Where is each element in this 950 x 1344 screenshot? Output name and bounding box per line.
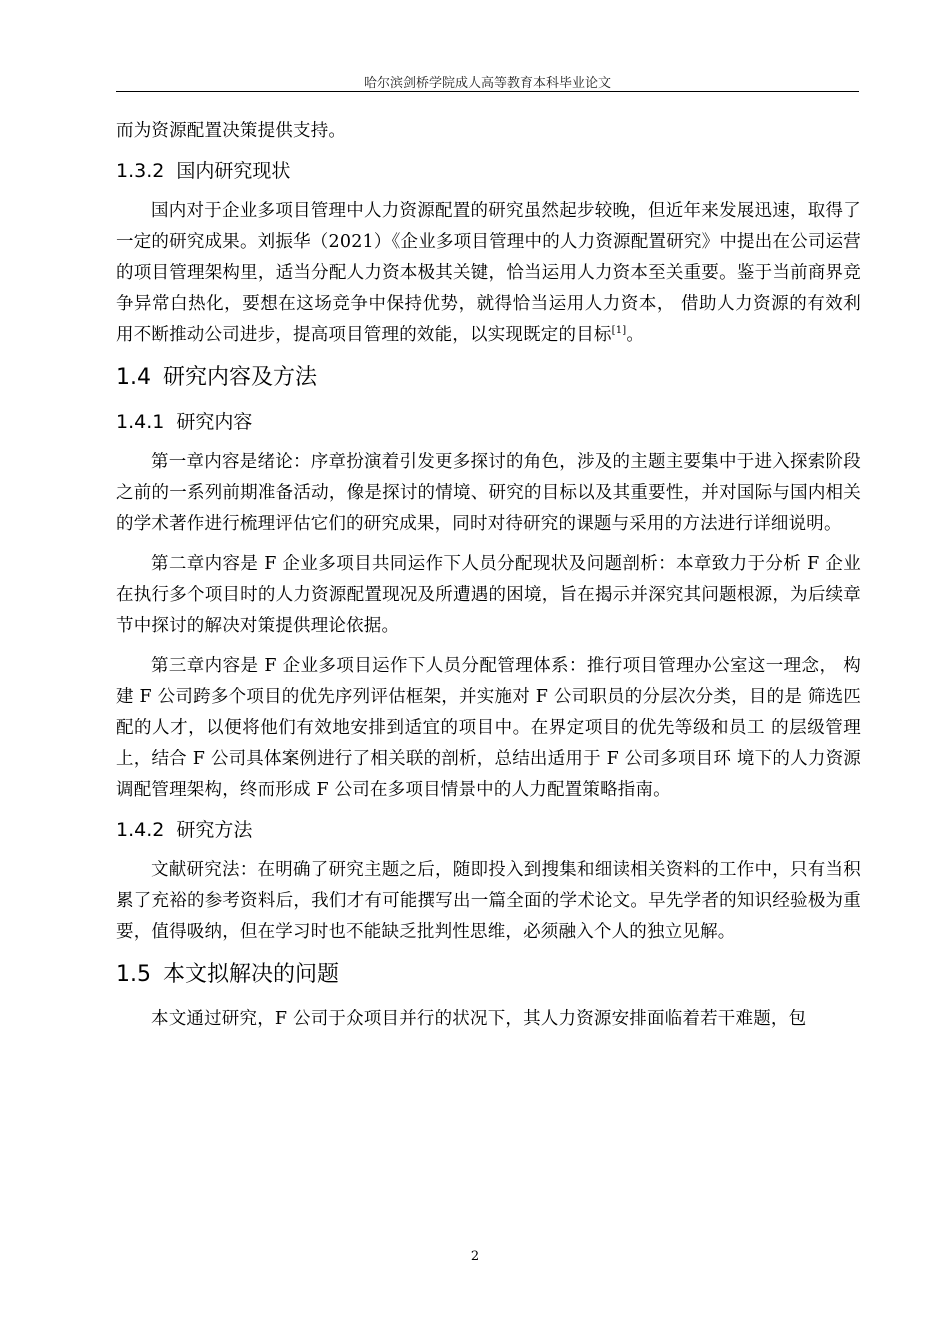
heading-number: 1.5 bbox=[116, 962, 151, 987]
heading-text: 研究内容及方法 bbox=[163, 365, 318, 390]
paragraph-literature-method: 文献研究法：在明确了研究主题之后，随即投入到搜集和细读相关资料的工作中，只有当积累了充裕的参考资料后，我们才有可能撰写出一篇全面的学术论文。早先学者的知识经验极为重要，值得吸纳，但在学习时也不能缺乏批判性思维，必须融入个人的独立见解。 bbox=[116, 860, 861, 942]
paragraph-chapter-3: 第三章内容是 F 企业多项目运作下人员分配管理体系：推行项目管理办公室这一理念， 构建 F 公司跨多个项目的优先序列评估框架，并实施对 F 公司职员的分层次分类，目的是 筛选匹配的人才，以便将他们有效地安排到适宜的项目中。在界定项目的优先等级和员工 的层级管理上，结合 F 公司具体案例进行了相关联的剖析，总结出适用于 F 公司多项目环 境下的人力资源调配管理架构，终而形成 F 公司在多项目情景中的人力配置策略指南。 bbox=[116, 656, 861, 800]
heading-number: 1.3.2 bbox=[116, 160, 165, 182]
paragraph-domestic-research bbox=[116, 196, 861, 351]
heading-number: 1.4.1 bbox=[116, 411, 165, 433]
paragraph-end: 。 bbox=[626, 325, 645, 345]
running-header: 哈尔滨剑桥学院成人高等教育本科毕业论文 bbox=[363, 76, 611, 91]
heading-text: 本文拟解决的问题 bbox=[163, 962, 340, 987]
header-rule bbox=[116, 91, 859, 92]
paragraph-problems: 本文通过研究，F 公司于众项目并行的状况下，其人力资源安排面临着若干难题，包 bbox=[151, 1009, 807, 1029]
heading-1-3-2 bbox=[116, 156, 861, 186]
paragraph-text: 国内对于企业多项目管理中人力资源配置的研究虽然起步较晚，但近年来发展迅速，取得了一定的研究成果。刘振华（2021）《企业多项目管理中的人力资源配置研究》中提出在公司运营的项目管理架构里，适当分配人力资本极其关键，恰当运用人力资本至关重要。鉴于当前商界竞争异常白热化，要想在这场竞争中保持优势，就得恰当运用人力资本， 借助人力资源的有效利用不断推动公司进步，提高项目管理的效能，以实现既定的目标 bbox=[116, 201, 861, 345]
citation-ref: [1] bbox=[611, 325, 627, 337]
heading-number: 1.4 bbox=[116, 365, 151, 390]
paragraph: 而为资源配置决策提供支持。 bbox=[116, 121, 347, 141]
page-number: 2 bbox=[470, 1249, 480, 1264]
heading-1-4-2 bbox=[116, 815, 861, 845]
heading-1-5 bbox=[116, 958, 861, 992]
heading-1-4-1 bbox=[116, 407, 861, 437]
heading-text: 国内研究现状 bbox=[176, 160, 291, 182]
page-body bbox=[116, 116, 861, 1044]
heading-text: 研究方法 bbox=[176, 819, 253, 841]
paragraph-chapter-1: 第一章内容是绪论：序章扮演着引发更多探讨的角色，涉及的主题主要集中于进入探索阶段之前的一系列前期准备活动，像是探讨的情境、研究的目标以及其重要性，并对国际与国内相关的学术著作进行梳理评估它们的研究成果，同时对待研究的课题与采用的方法进行详细说明。 bbox=[116, 452, 861, 534]
heading-1-4 bbox=[116, 361, 861, 395]
heading-number: 1.4.2 bbox=[116, 819, 165, 841]
paragraph-chapter-2: 第二章内容是 F 企业多项目共同运作下人员分配现状及问题剖析：本章致力于分析 F 企业在执行多个项目时的人力资源配置现况及所遭遇的困境，旨在揭示并深究其问题根源，为后续章节中探讨的解决对策提供理论依据。 bbox=[116, 554, 861, 636]
heading-text: 研究内容 bbox=[176, 411, 253, 433]
